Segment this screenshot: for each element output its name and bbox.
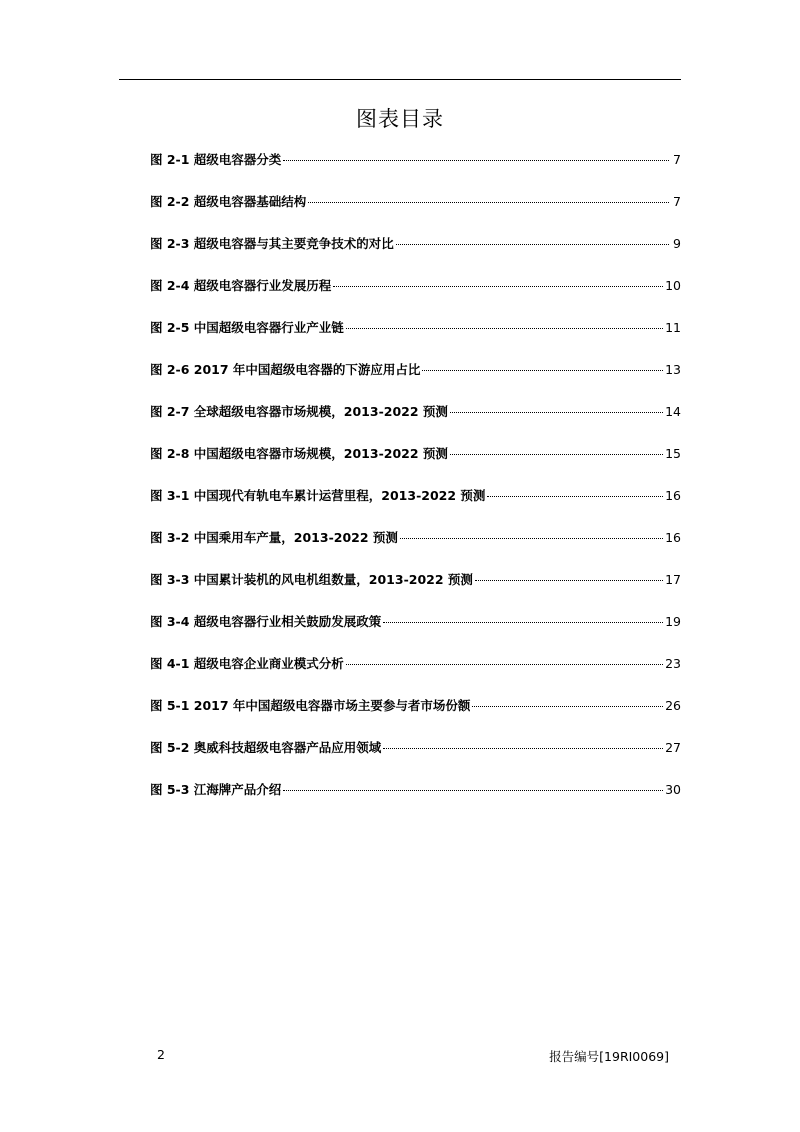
toc-entry[interactable] [150, 696, 681, 738]
toc-entry[interactable] [150, 276, 681, 318]
dot-leader [333, 286, 663, 287]
toc-entry-label: 图 2-7 全球超级电容器市场规模，2013-2022 预测 [150, 404, 448, 419]
toc-entry-page: 11 [665, 320, 681, 335]
toc-entry[interactable] [150, 570, 681, 612]
toc-entry-page: 7 [673, 152, 681, 167]
dot-leader [450, 412, 663, 413]
header-rule [119, 79, 681, 80]
toc-entry-label: 图 3-1 中国现代有轨电车累计运营里程，2013-2022 预测 [150, 488, 486, 503]
toc-entry[interactable] [150, 528, 681, 570]
dot-leader [400, 538, 663, 539]
toc-entry-label: 图 5-1 2017 年中国超级电容器市场主要参与者市场份额 [150, 698, 471, 713]
toc-entry[interactable] [150, 402, 681, 444]
toc-entry[interactable] [150, 444, 681, 486]
toc-entry[interactable] [150, 192, 681, 234]
toc-entry[interactable] [150, 360, 681, 402]
toc-entry[interactable] [150, 150, 681, 192]
dot-leader [283, 160, 669, 161]
dot-leader [475, 580, 663, 581]
dot-leader [472, 706, 663, 707]
dot-leader [396, 244, 669, 245]
toc-entry-label: 图 2-2 超级电容器基础结构 [150, 194, 307, 209]
toc-entry-label: 图 2-3 超级电容器与其主要竞争技术的对比 [150, 236, 394, 251]
toc-entry-label: 图 2-6 2017 年中国超级电容器的下游应用占比 [150, 362, 421, 377]
toc-entry-page: 13 [665, 362, 681, 377]
toc-entry-label: 图 3-4 超级电容器行业相关鼓励发展政策 [150, 614, 382, 629]
toc-entry-label: 图 3-2 中国乘用车产量，2013-2022 预测 [150, 530, 398, 545]
toc-entry-label: 图 5-2 奥威科技超级电容器产品应用领域 [150, 740, 382, 755]
toc-entry-page: 27 [665, 740, 681, 755]
toc-entry-page: 30 [665, 782, 681, 797]
toc-entry-label: 图 3-3 中国累计装机的风电机组数量，2013-2022 预测 [150, 572, 473, 587]
toc-entry[interactable] [150, 612, 681, 654]
dot-leader [383, 622, 663, 623]
toc-entry[interactable] [150, 234, 681, 276]
toc-entry-page: 10 [665, 278, 681, 293]
table-of-figures [150, 150, 681, 822]
dot-leader [283, 790, 663, 791]
toc-entry-page: 16 [665, 488, 681, 503]
toc-entry[interactable] [150, 654, 681, 696]
toc-entry-page: 17 [665, 572, 681, 587]
dot-leader [308, 202, 669, 203]
dot-leader [383, 748, 663, 749]
toc-entry-page: 26 [665, 698, 681, 713]
footer-report-number: 报告编号[19RI0069] [549, 1049, 669, 1064]
dot-leader [346, 328, 663, 329]
toc-entry[interactable] [150, 486, 681, 528]
footer-page-number: 2 [157, 1047, 165, 1062]
dot-leader [346, 664, 663, 665]
toc-entry[interactable] [150, 738, 681, 780]
toc-entry-page: 7 [673, 194, 681, 209]
dot-leader [450, 454, 663, 455]
dot-leader [422, 370, 663, 371]
page-title: 图表目录 [356, 107, 444, 131]
toc-entry-page: 19 [665, 614, 681, 629]
toc-entry-page: 15 [665, 446, 681, 461]
toc-entry-page: 23 [665, 656, 681, 671]
toc-entry-label: 图 2-5 中国超级电容器行业产业链 [150, 320, 344, 335]
dot-leader [487, 496, 663, 497]
toc-entry-label: 图 2-8 中国超级电容器市场规模，2013-2022 预测 [150, 446, 448, 461]
toc-entry-label: 图 4-1 超级电容企业商业模式分析 [150, 656, 344, 671]
toc-entry-label: 图 2-1 超级电容器分类 [150, 152, 282, 167]
toc-entry[interactable] [150, 318, 681, 360]
toc-entry-page: 16 [665, 530, 681, 545]
toc-entry-label: 图 2-4 超级电容器行业发展历程 [150, 278, 332, 293]
toc-entry-page: 9 [673, 236, 681, 251]
toc-entry-page: 14 [665, 404, 681, 419]
toc-entry[interactable] [150, 780, 681, 822]
toc-entry-label: 图 5-3 江海牌产品介绍 [150, 782, 282, 797]
